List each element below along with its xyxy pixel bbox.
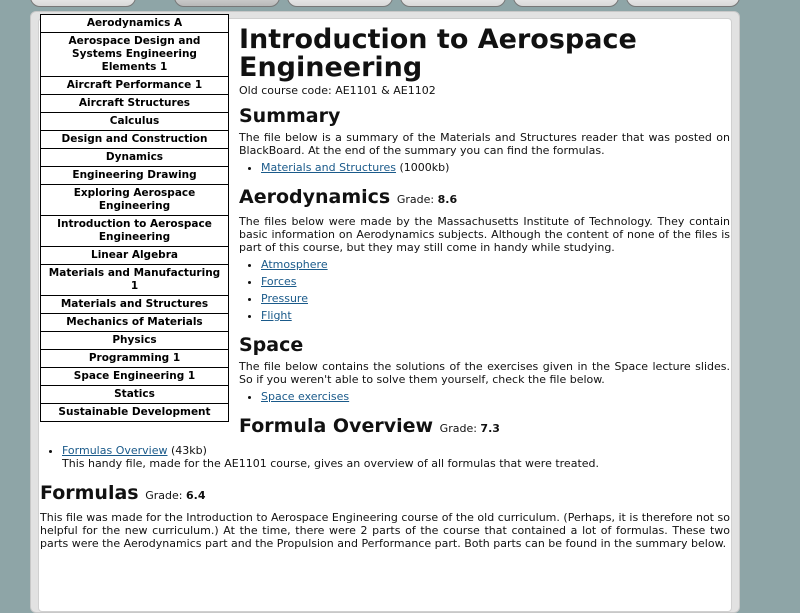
grade-label: Grade:: [145, 489, 186, 502]
nav-tab-2-active[interactable]: [174, 0, 280, 7]
dropdown-item[interactable]: Space Engineering 1: [41, 368, 228, 386]
section-formula-overview: [40, 415, 730, 474]
page-subtitle: Old course code: AE1101 & AE1102: [239, 84, 436, 97]
file-link[interactable]: Formulas Overview: [62, 444, 168, 457]
file-link[interactable]: Pressure: [261, 292, 308, 305]
course-dropdown-menu: [40, 14, 229, 422]
section-formulas: [40, 482, 730, 550]
grade-value: 8.6: [437, 193, 458, 206]
section-text: This file was made for the Introduction to Aerospace Engineering course of the old curriculum. (Perhaps, it is therefore not so helpful for the new curriculum.) At the time, there were 2 parts of the course that contained a lot of formulas. These two parts were the Aerodynamics part and the Propulsion and Performance part. Both parts can be found in the summary below.: [40, 511, 730, 550]
nav-tab-6[interactable]: [626, 0, 740, 7]
file-link[interactable]: Forces: [261, 275, 297, 288]
dropdown-item[interactable]: Physics: [41, 332, 228, 350]
dropdown-item[interactable]: Linear Algebra: [41, 247, 228, 265]
dropdown-item[interactable]: Calculus: [41, 113, 228, 131]
section-text: The file below contains the solutions of the exercises given in the Space lecture slides. So if you weren't able to solve them yourself, check the file below.: [239, 360, 730, 386]
section-heading: Formula Overview: [239, 415, 434, 437]
section-heading: Space: [239, 334, 304, 356]
file-note: This handy file, made for the AE1101 course, gives an overview of all formulas that were treated.: [62, 457, 600, 470]
file-link[interactable]: Materials and Structures: [261, 161, 397, 174]
nav-tab-4[interactable]: [400, 0, 506, 7]
dropdown-item[interactable]: Aircraft Performance 1: [41, 77, 228, 95]
grade-value: 7.3: [480, 422, 500, 435]
grade-value: 6.4: [185, 489, 206, 502]
dropdown-item[interactable]: Programming 1: [41, 350, 228, 368]
dropdown-item[interactable]: Introduction to Aerospace Engineering: [41, 216, 228, 247]
dropdown-item[interactable]: Materials and Structures: [41, 296, 228, 314]
nav-tabs: [30, 0, 740, 6]
dropdown-item[interactable]: Exploring Aerospace Engineering: [41, 185, 228, 216]
section-text: The file below is a summary of the Materials and Structures reader that was posted on BlackBoard. At the end of the summary you can find the formulas.: [239, 131, 730, 157]
nav-tab-1[interactable]: [30, 0, 136, 7]
section-heading: Formulas: [40, 482, 139, 504]
file-size: (1000kb): [399, 161, 450, 174]
section-text: The files below were made by the Massachusetts Institute of Technology. They contain basic information on Aerodynamics subjects. Although the content of none of the files is part of this course, but they may still come in handy while studying.: [239, 215, 730, 254]
page-content: [40, 14, 730, 550]
dropdown-item[interactable]: Materials and Manufacturing 1: [41, 265, 228, 296]
nav-tab-3[interactable]: [287, 0, 393, 7]
file-size: (43kb): [171, 444, 207, 457]
grade-label: Grade:: [396, 193, 438, 206]
dropdown-item[interactable]: Engineering Drawing: [41, 167, 228, 185]
dropdown-item[interactable]: Aircraft Structures: [41, 95, 228, 113]
page-title: Introduction to Aerospace Engineering: [239, 24, 637, 83]
dropdown-item[interactable]: Aerodynamics A: [41, 15, 228, 33]
dropdown-item[interactable]: Design and Construction: [41, 131, 228, 149]
nav-tab-5[interactable]: [513, 0, 619, 7]
grade-label: Grade:: [439, 422, 481, 435]
file-link[interactable]: Flight: [261, 309, 292, 322]
dropdown-item[interactable]: Sustainable Development: [41, 404, 228, 422]
file-link[interactable]: Atmosphere: [261, 258, 328, 271]
dropdown-item[interactable]: Aerospace Design and Systems Engineering Elements 1: [41, 33, 228, 77]
section-heading: Summary: [239, 105, 341, 127]
section-heading: Aerodynamics: [239, 186, 391, 208]
dropdown-item[interactable]: Mechanics of Materials: [41, 314, 228, 332]
file-link[interactable]: Space exercises: [261, 390, 350, 403]
dropdown-item[interactable]: Dynamics: [41, 149, 228, 167]
dropdown-item[interactable]: Statics: [41, 386, 228, 404]
